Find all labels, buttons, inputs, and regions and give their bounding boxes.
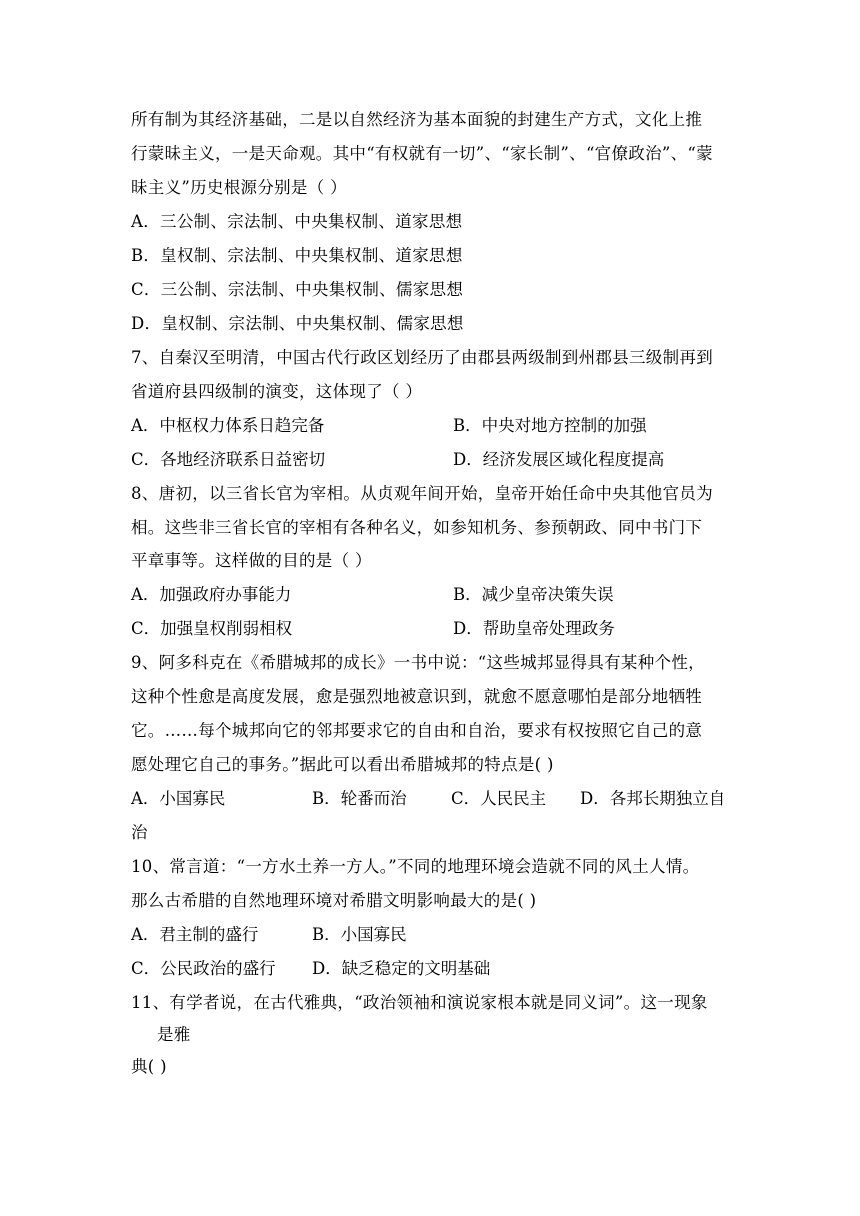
q9-stem-line-1: 9、阿多科克在《希腊城邦的成长》一书中说：“这些城邦显得具有某种个性， <box>131 653 705 672</box>
q8-option-a: A．加强政府办事能力 <box>131 585 292 604</box>
q9-option-c: C．人民民主 <box>451 789 547 808</box>
q10-stem-line-1: 10、常言道：“一方水土养一方人。”不同的地理环境会造就不同的风土人情。 <box>131 857 700 876</box>
q10-option-d: D．缺乏稳定的文明基础 <box>312 959 491 978</box>
q7-stem-line-1: 7、自秦汉至明清，中国古代行政区划经历了由郡县两级制到州郡县三级制再到 <box>131 348 713 367</box>
q8-option-c: C．加强皇权削弱相权 <box>131 619 293 638</box>
q9-stem-line-2: 这种个性愈是高度发展，愈是强烈地被意识到，就愈不愿意哪怕是部分地牺牲 <box>131 687 703 706</box>
q8-option-d: D．帮助皇帝处理政务 <box>453 619 615 638</box>
q6-option-a: A．三公制、宗法制、中央集权制、道家思想 <box>131 212 463 231</box>
q10-option-c: C．公民政治的盛行 <box>131 959 276 978</box>
q9-stem-line-4: 愿处理它自己的事务。”据此可以看出希腊城邦的特点是( ) <box>131 755 554 774</box>
q8-stem-line-2: 相。这些非三省长官的宰相有各种名义，如参知机务、参预朝政、同中书门下 <box>131 518 703 537</box>
q10-stem-line-2: 那么古希腊的自然地理环境对希腊文明影响最大的是( ) <box>131 891 537 910</box>
q9-stem-line-3: 它。……每个城邦向它的邻邦要求它的自由和自治，要求有权按照它自己的意 <box>131 721 703 740</box>
q6-line-3: 昧主义”历史根源分别是（ ） <box>131 178 347 197</box>
q7-stem-line-2: 省道府县四级制的演变，这体现了（ ） <box>131 382 423 401</box>
q9-option-b: B．轮番而治 <box>312 789 407 808</box>
q6-option-b: B．皇权制、宗法制、中央集权制、道家思想 <box>131 246 463 265</box>
q7-option-a: A．中枢权力体系日趋完备 <box>131 416 325 435</box>
q11-stem-line-2: 是雅 <box>157 1025 191 1044</box>
q6-line-2: 行蒙昧主义，一是天命观。其中“有权就有一切”、“家长制”、“官僚政治”、“蒙 <box>131 144 713 163</box>
q8-option-b: B．减少皇帝决策失误 <box>453 585 614 604</box>
q9-option-a: A．小国寡民 <box>131 789 226 808</box>
q7-option-b: B．中央对地方控制的加强 <box>453 416 647 435</box>
q8-stem-line-3: 平章事等。这样做的目的是（ ） <box>131 551 372 570</box>
q10-option-a: A．君主制的盛行 <box>131 925 259 944</box>
q6-option-d: D．皇权制、宗法制、中央集权制、儒家思想 <box>131 314 464 333</box>
q7-option-c: C．各地经济联系日益密切 <box>131 450 326 469</box>
q9-option-d: D．各邦长期独立自 <box>580 789 726 808</box>
q11-stem-line-3: 典( ) <box>131 1057 167 1076</box>
q9-option-d-wrap: 治 <box>131 823 148 842</box>
q10-option-b: B．小国寡民 <box>312 925 407 944</box>
q11-stem-line-1: 11、有学者说，在古代雅典，“政治领袖和演说家根本就是同义词”。这一现象 <box>131 993 708 1012</box>
q6-option-c: C．三公制、宗法制、中央集权制、儒家思想 <box>131 280 464 299</box>
q8-stem-line-1: 8、唐初，以三省长官为宰相。从贞观年间开始，皇帝开始任命中央其他官员为 <box>131 484 713 503</box>
q6-line-1: 所有制为其经济基础，二是以自然经济为基本面貌的封建生产方式，文化上推 <box>131 110 703 129</box>
q7-option-d: D．经济发展区域化程度提高 <box>453 450 665 469</box>
